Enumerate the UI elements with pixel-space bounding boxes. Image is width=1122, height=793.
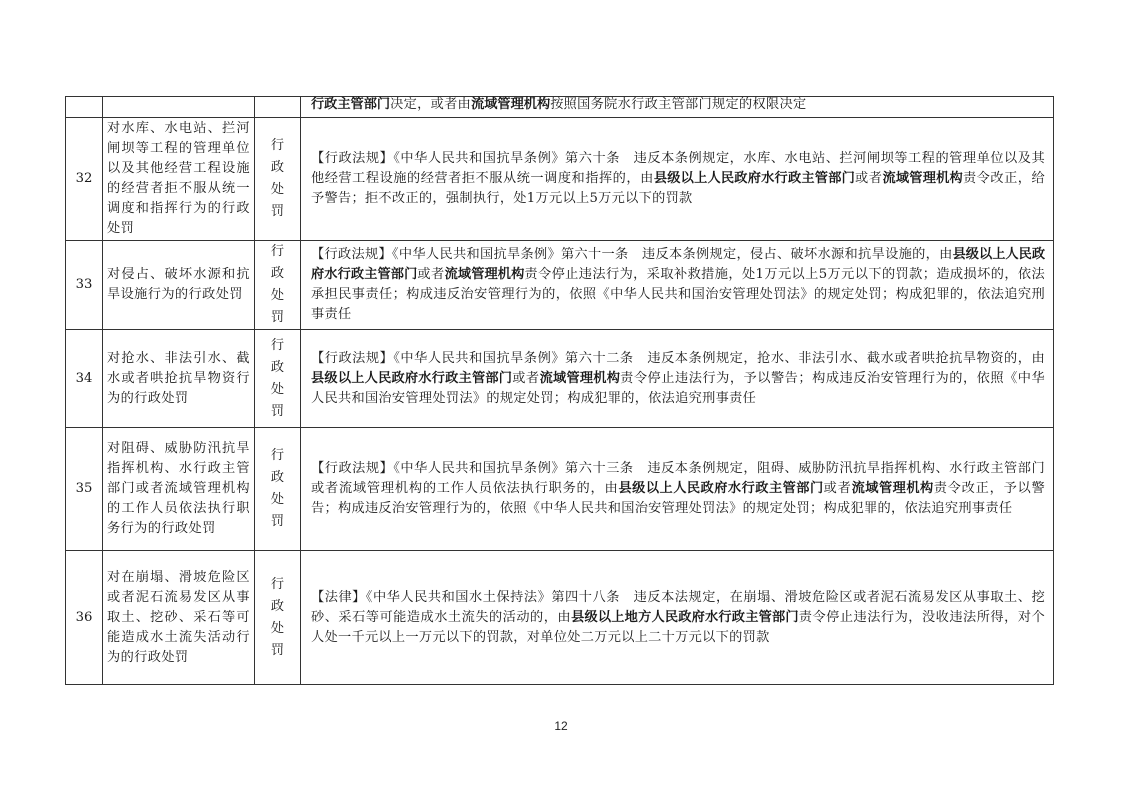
legal-basis: [311, 349, 1045, 409]
authority-emphasis: 县级以上人民政府水行政主管部门: [618, 481, 824, 496]
item-type: 行政处罚: [270, 576, 285, 658]
basis-text: 或者: [512, 370, 540, 386]
authority-emphasis: 流域管理机构: [851, 481, 934, 496]
table-row: [66, 551, 1054, 685]
item-type: 行政处罚: [270, 337, 285, 419]
basis-text: 决定，或者由: [390, 97, 472, 112]
basis-text: 【行政法规】《中华人民共和国抗旱条例》第六十条 违反本条例规定，水库、水电站、拦河闸坝等工程的管理单位以及其他经营工程设施的经营者拒不服从统一调度和指挥的，由: [311, 151, 1045, 186]
item-type-cell: [255, 428, 301, 551]
legal-basis: [311, 588, 1045, 648]
row-number: 33: [66, 241, 103, 330]
table-row: [66, 97, 1054, 118]
basis-text: 或者: [855, 171, 883, 186]
authority-emphasis: 流域管理机构: [882, 171, 963, 186]
basis-text: 责令停止违法行为，采取补救措施，处1万元以上5万元以下的罚款；造成损坏的，依法承担民事责任；构成违反治安管理行为的，依照《中华人民共和国治安管理处罚法》的规定处罚；构成犯罪的，依法追究刑事责任: [311, 267, 1046, 322]
authority-emphasis: 县级以上地方人民政府水行政主管部门: [571, 609, 799, 625]
page-number: 12: [554, 719, 568, 733]
legal-basis: [311, 459, 1045, 519]
basis-text: 【行政法规】《中华人民共和国抗旱条例》第六十二条 违反本条例规定，抢水、非法引水、截水或者哄抢抗旱物资的，由: [311, 350, 1045, 366]
item-type-cell: [255, 241, 301, 330]
legal-basis: [311, 245, 1045, 325]
basis-text: 【行政法规】《中华人民共和国抗旱条例》第六十一条 违反本条例规定，侵占、破坏水源和抗旱设施的，由: [311, 247, 953, 262]
item-type: 行政处罚: [270, 244, 285, 325]
item-type-cell: [255, 118, 301, 241]
table-row: [66, 118, 1054, 241]
table-row: [66, 428, 1054, 551]
authority-emphasis: 行政主管部门: [311, 97, 391, 112]
item-type: 行政处罚: [270, 448, 285, 529]
authority-emphasis: 流域管理机构: [539, 370, 621, 386]
legal-basis: [311, 149, 1045, 209]
basis-text: 责令停止违法行为，没收违法所得，对个人处一千元以上一万元以下的罚款，对单位处二万元以上二十万元以下的罚款: [311, 609, 1045, 645]
authority-emphasis: 县级以上人民政府水行政主管部门: [311, 370, 513, 386]
authority-emphasis: 县级以上人民政府水行政主管部门: [311, 247, 1046, 282]
basis-text: 责令停止违法行为，予以警告；构成违反治安管理行为的，依照《中华人民共和国治安管理处罚法》的规定处罚；构成犯罪的，依法追究刑事责任: [311, 370, 1046, 406]
row-number: 36: [66, 551, 103, 685]
authority-emphasis: 流域管理机构: [444, 267, 525, 282]
item-type-cell: [255, 330, 301, 428]
table-body: [66, 97, 1054, 685]
authority-emphasis: 县级以上人民政府水行政主管部门: [653, 171, 856, 186]
item-name: 对侵占、破坏水源和抗旱设施行为的行政处罚: [103, 241, 255, 330]
legal-basis-cell: [301, 241, 1054, 330]
basis-text: 【法律】《中华人民共和国水土保持法》第四十八条 违反本法规定，在崩塌、滑坡危险区或者泥石流易发区从事取土、挖砂、采石等可能造成水土流失的活动的，由: [311, 589, 1045, 625]
basis-text: 或者: [823, 481, 852, 496]
legal-basis: [311, 97, 1045, 112]
penalty-table: [65, 96, 1054, 685]
item-name: 对水库、水电站、拦河闸坝等工程的管理单位以及其他经营工程设施的经营者拒不服从统一调度和指挥行为的行政处罚: [103, 118, 255, 241]
legal-basis-cell: [301, 428, 1054, 551]
table-row: [66, 241, 1054, 330]
item-name: 对在崩塌、滑坡危险区或者泥石流易发区从事取土、挖砂、采石等可能造成水土流失活动行为的行政处罚: [103, 551, 255, 685]
legal-basis-cell: [301, 118, 1054, 241]
item-name: [103, 97, 255, 118]
basis-text: 按照国务院水行政主管部门规定的权限决定: [550, 97, 807, 112]
table-row: [66, 330, 1054, 428]
authority-emphasis: 流域管理机构: [471, 97, 551, 112]
row-number: 34: [66, 330, 103, 428]
row-number: 35: [66, 428, 103, 551]
row-number: [66, 97, 103, 118]
legal-basis-cell: [301, 330, 1054, 428]
item-name: 对抢水、非法引水、截水或者哄抢抗旱物资行为的行政处罚: [103, 330, 255, 428]
item-name: 对阻碍、威胁防汛抗旱指挥机构、水行政主管部门或者流域管理机构的工作人员依法执行职务行为的行政处罚: [103, 428, 255, 551]
legal-basis-cell: [301, 551, 1054, 685]
item-type: 行政处罚: [270, 138, 285, 219]
basis-text: 责令改正，给予警告；拒不改正的，强制执行，处1万元以上5万元以下的罚款: [311, 171, 1046, 206]
basis-text: 【行政法规】《中华人民共和国抗旱条例》第六十三条 违反本条例规定，阻碍、威胁防汛抗旱指挥机构、水行政主管部门或者流域管理机构的工作人员依法执行职务的，由: [311, 461, 1045, 496]
item-type-cell: [255, 97, 301, 118]
item-type-cell: [255, 551, 301, 685]
legal-basis-cell: [301, 97, 1054, 118]
row-number: 32: [66, 118, 103, 241]
basis-text: 责令改正，予以警告；构成违反治安管理行为的，依照《中华人民共和国治安管理处罚法》的规定处罚；构成犯罪的，依法追究刑事责任: [311, 481, 1046, 516]
basis-text: 或者: [417, 267, 445, 282]
